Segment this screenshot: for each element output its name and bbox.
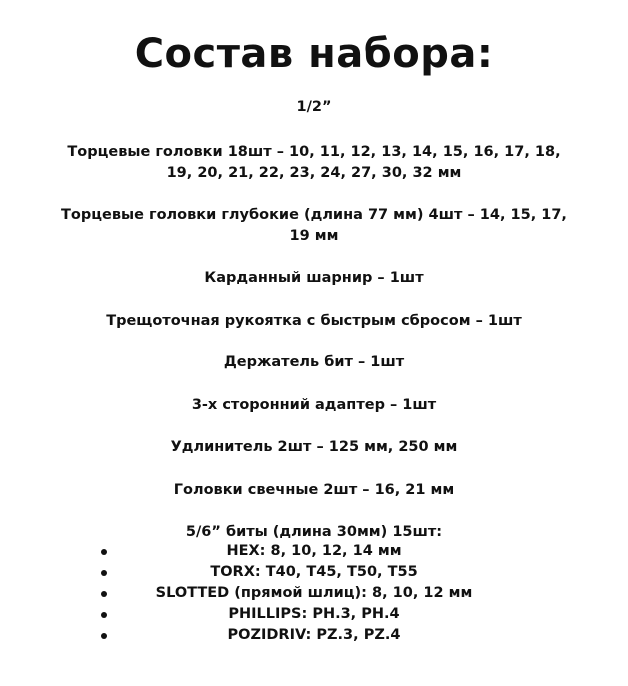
list-item bbox=[0, 604, 628, 625]
list-item bbox=[0, 625, 628, 646]
bullet-icon bbox=[101, 612, 107, 618]
bit-label: POZIDRIV: PZ.3, PZ.4 bbox=[227, 627, 401, 643]
bullet-icon bbox=[101, 570, 107, 576]
item-ratchet-handle: Трещоточная рукоятка с быстрым сбросом – 1шт bbox=[106, 313, 522, 329]
page-title: Состав набора: bbox=[134, 31, 494, 77]
list-item bbox=[0, 541, 628, 562]
item-spark-plug-sockets: Головки свечные 2шт – 16, 21 мм bbox=[173, 482, 455, 498]
bullet-icon bbox=[101, 549, 107, 555]
item-extensions: Удлинитель 2шт – 125 мм, 250 мм bbox=[170, 439, 458, 455]
bullet-icon bbox=[101, 633, 107, 639]
bits-heading: 5/6” биты (длина 30мм) 15шт: bbox=[185, 524, 443, 540]
item-bit-holder: Держатель бит – 1шт bbox=[223, 354, 405, 370]
list-item bbox=[0, 562, 628, 583]
drive-size-label: 1/2” bbox=[296, 99, 332, 115]
bit-label: SLOTTED (прямой шлиц): 8, 10, 12 мм bbox=[155, 585, 473, 601]
bit-label: PHILLIPS: PH.3, PH.4 bbox=[228, 606, 400, 622]
item-deep-sockets: Торцевые головки глубокие (длина 77 мм) 4шт – 14, 15, 17, 19 мм bbox=[61, 207, 567, 244]
item-sockets: Торцевые головки 18шт – 10, 11, 12, 13, 14, 15, 16, 17, 18, 19, 20, 21, 22, 23, 24, 27, 30, 32 мм bbox=[67, 144, 561, 181]
list-item bbox=[0, 583, 628, 604]
item-universal-joint: Карданный шарнир – 1шт bbox=[204, 270, 424, 286]
bit-label: HEX: 8, 10, 12, 14 мм bbox=[226, 543, 402, 559]
bit-label: TORX: T40, T45, T50, T55 bbox=[210, 564, 418, 580]
bullet-icon bbox=[101, 591, 107, 597]
bits-list bbox=[0, 541, 628, 646]
item-adapter: 3-х сторонний адаптер – 1шт bbox=[191, 397, 437, 413]
